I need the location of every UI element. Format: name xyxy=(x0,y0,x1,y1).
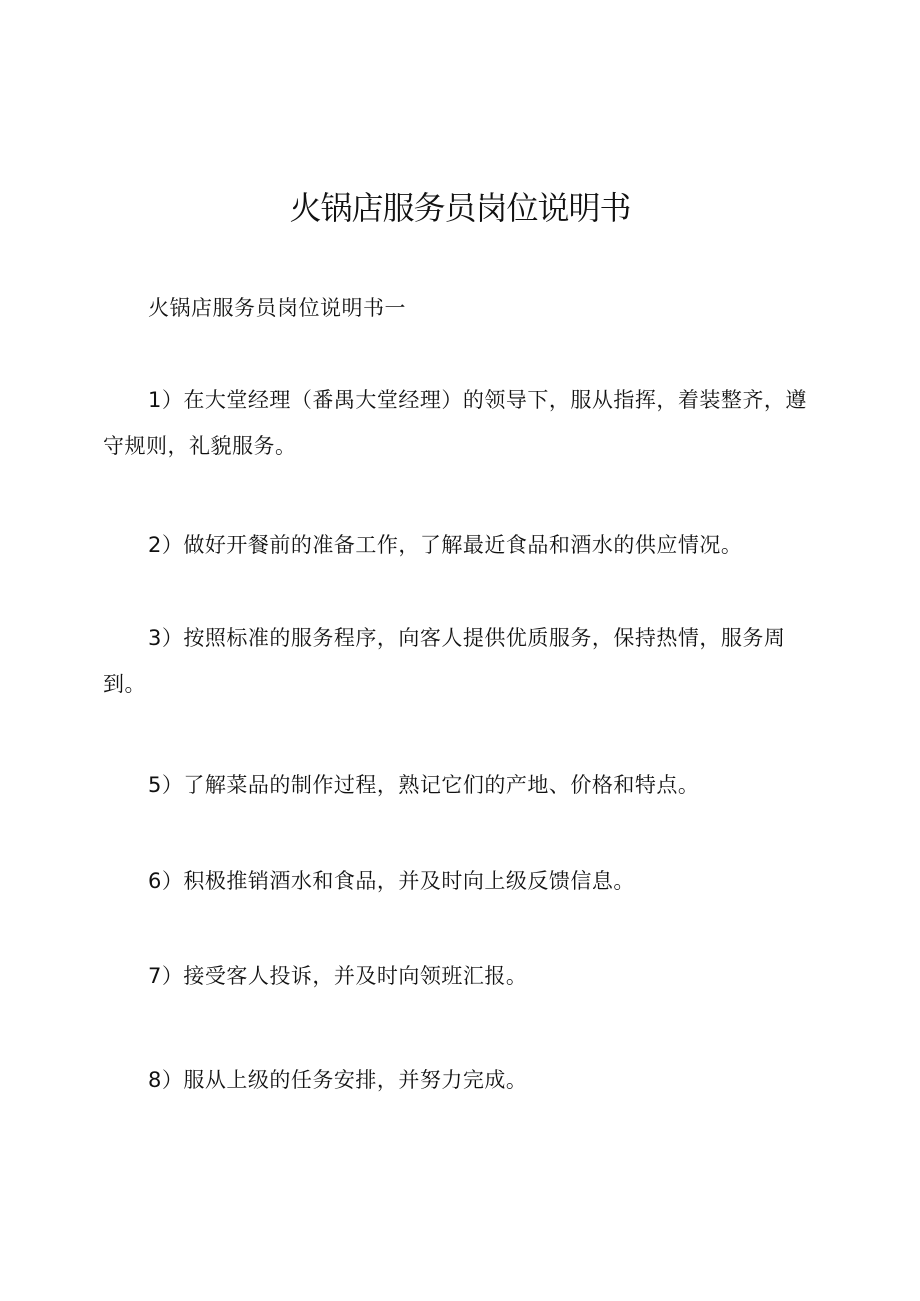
duty-item-1: 1）在大堂经理（番禺大堂经理）的领导下，服从指挥，着装整齐，遵守规则，礼貌服务。 xyxy=(103,388,807,458)
duty-item-5: 5）了解菜品的制作过程，熟记它们的产地、价格和特点。 xyxy=(148,773,700,797)
duty-item-6: 6）积极推销酒水和食品，并及时向上级反馈信息。 xyxy=(148,869,635,893)
page-title: 火锅店服务员岗位说明书 xyxy=(289,189,631,227)
section-subtitle: 火锅店服务员岗位说明书一 xyxy=(148,296,406,320)
duty-item-3: 3）按照标准的服务程序，向客人提供优质服务，保持热情，服务周到。 xyxy=(103,626,786,696)
duty-item-7: 7）接受客人投诉，并及时向领班汇报。 xyxy=(148,964,528,988)
duty-item-8: 8）服从上级的任务安排，并努力完成。 xyxy=(148,1068,528,1092)
duty-item-2: 2）做好开餐前的准备工作，了解最近食品和酒水的供应情况。 xyxy=(148,533,743,557)
